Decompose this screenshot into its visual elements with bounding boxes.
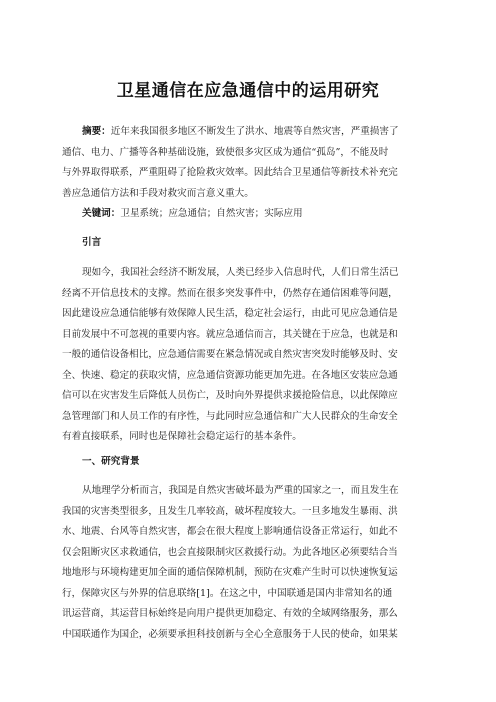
section-heading: 一、研究背景 <box>82 456 140 467</box>
keywords-text: 卫星系统；应急通信；自然灾害；实际应用 <box>120 208 303 219</box>
paragraph-line: 地地形与环境构建更加全面的通信保障机制，预防在灾难产生时可以快速恢复运 <box>62 567 398 578</box>
abstract-line: 与外界取得联系，严重阻碍了抢险救灾效率。因此结合卫星通信等新技术补充完 <box>62 167 398 178</box>
keywords-label: 关键词： <box>82 208 121 219</box>
paragraph-line: 讯运营商，其运营目标始终是向用户提供更加稳定、有效的全域网络服务，那么 <box>62 608 398 619</box>
abstract-text: 近年来我国很多地区不断发生了洪水、地震等自然灾害，严重损害了 <box>110 126 399 137</box>
paragraph-line: 因此建设应急通信能够有效保障人民生活，稳定社会运行，由此可见应急通信是 <box>62 308 398 319</box>
keywords <box>62 204 434 225</box>
paragraph-line: 水、地震、台风等自然灾害，都会在很大程度上影响通信设备正常运行，如此不 <box>62 526 398 537</box>
paragraph-line: 行，保障灾区与外界的信息联络[1]。在这之中，中国联通是国内非常知名的通 <box>62 587 393 599</box>
paragraph-line: 我国的灾害类型很多，且发生几率较高，破坏程度较大。一旦多地发生暴雨、洪 <box>62 505 398 517</box>
paragraph-line: 从地理学分析而言，我国是自然灾害破坏最为严重的国家之一，而且发生在 <box>82 485 399 496</box>
paragraph-line: 急管理部门和人员工作的有序性，与此同时应急通信和广大人民群众的生命安全 <box>62 410 398 422</box>
paragraph-line: 目前发展中不可忽视的重要内容。就应急通信而言，其关键在于应急，也就是和 <box>62 328 398 340</box>
paper-title: 卫星通信在应急通信中的运用研究 <box>116 81 380 101</box>
keywords-line <box>62 204 434 225</box>
paragraph-line: 现如今，我国社会经济不断发展，人类已经步入信息时代，人们日常生活已 <box>82 267 399 278</box>
abstract <box>62 122 434 204</box>
abstract-label: 摘要： <box>82 126 111 137</box>
paragraph-line: 一般的通信设备相比，应急通信需要在紧急情况或自然灾害突发时能够及时、安 <box>62 349 398 360</box>
paragraph-line: 有着直接联系，同时也是保障社会稳定运行的基本条件。 <box>62 431 302 442</box>
section-paragraph <box>62 481 434 645</box>
paragraph-line: 中国联通作为国企，必须要承担科技创新与全心全意服务于人民的使命，如果某 <box>62 628 398 640</box>
paragraph-line: 经离不开信息技术的支撑。然而在很多突发事件中，仍然存在通信困难等问题， <box>62 287 398 299</box>
paragraph-line: 仅会阻断灾区求救通信，也会直接限制灾区救援行动。为此各地区必须要结合当 <box>62 546 398 558</box>
abstract-line <box>62 122 434 143</box>
intro-heading: 引言 <box>82 237 102 248</box>
intro-paragraph <box>62 263 434 448</box>
abstract-line: 善应急通信方法和手段对救灾而言意义重大。 <box>62 187 254 199</box>
abstract-line: 通信、电力、广播等各种基础设施，致使很多灾区成为通信“孤岛”，不能及时 <box>62 146 389 158</box>
paragraph-line: 全、快速、稳定的获取灾情，应急通信资源功能更加先进。在各地区安装应急通 <box>62 369 398 381</box>
paragraph-line: 信可以在灾害发生后降低人员伤亡，及时向外界提供求援抢险信息，以此保障应 <box>62 390 398 401</box>
